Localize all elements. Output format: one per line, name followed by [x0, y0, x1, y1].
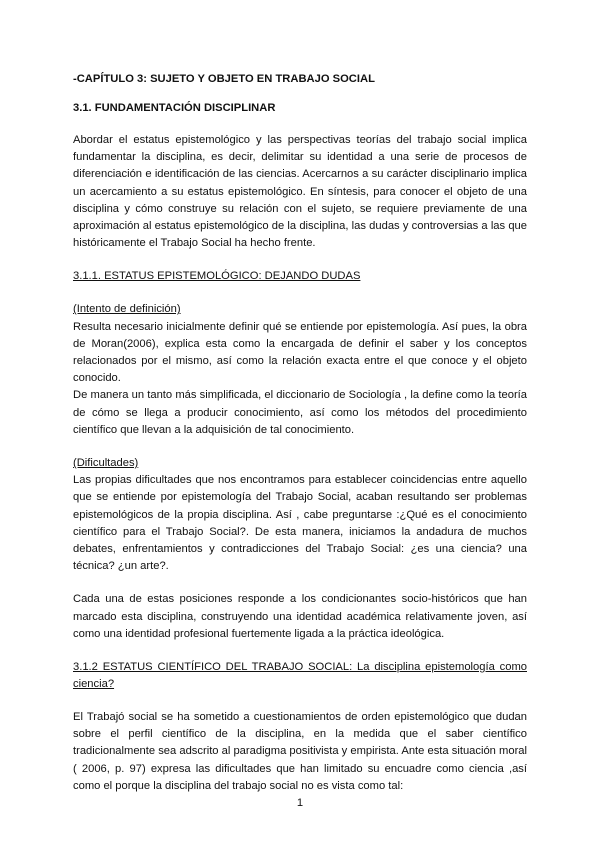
final-paragraph: El Trabajó social se ha sometido a cuestionamientos de orden epistemológico que dudan sobre el perfil científico de la disciplina, en la medida que el saber científico tradicionalmente sea adscrito al paradigma positivista y empirista. Ante esta situación moral ( 2006, p. 97) expresa las dificultades que han limitado su encuadre como ciencia ,así como el porque la disciplina del trabajo social no es vista como tal: [73, 711, 527, 792]
intro-paragraph: Abordar el estatus epistemológico y las perspectivas teorías del trabajo social implica fundamentar la disciplina, es decir, delimitar su identidad a una serie de procesos de diferenciación e identificación de las ciencias. Acercarnos a su carácter disciplinario implica un acercamiento a su estatus epistemológico. En síntesis, para conocer el objeto de una disciplina y cómo construye su relación con el sujeto, se requiere previamente de una aproximación al estatus epistemológico de la disciplina, las dudas y controversias a las que históricamente el Trabajo Social ha hecho frente. [73, 134, 527, 250]
section-title: 3.1. FUNDAMENTACIÓN DISCIPLINAR [73, 102, 276, 114]
definition-paragraph-2: De manera un tanto más simplificada, el diccionario de Sociología , la define como la teoría de cómo se llega a producir conocimiento, así como los métodos del procedimiento científico que llevan a la adquisición de tal conocimiento. [73, 389, 527, 436]
chapter-title: -CAPÍTULO 3: SUJETO Y OBJETO EN TRABAJO SOCIAL [73, 73, 375, 85]
label-difficulties: (Dificultades) [73, 457, 139, 470]
page-number: 1 [296, 797, 304, 809]
definition-paragraph-1: Resulta necesario inicialmente definir qué se entiende por epistemología. Así pues, la obra de Moran(2006), explica esta como la encargada de definir el saber y los conceptos relacionados por el mismo, así como la relación exacta entre el que conoce y el objeto conocido. [73, 320, 527, 385]
subsection-heading-2: 3.1.2 ESTATUS CIENTÍFICO DEL TRABAJO SOCIAL: La disciplina epistemología como ciencia? [73, 661, 527, 691]
positions-paragraph: Cada una de estas posiciones responde a los condicionantes socio-históricos que han marcado esta disciplina, construyendo una identidad académica relativamente joven, así como una identidad profesional fuertemente ligada a la práctica ideológica. [73, 593, 527, 640]
label-definition: (Intento de definición) [73, 303, 181, 316]
subsection-heading-1: 3.1.1. ESTATUS EPISTEMOLÓGICO: DEJANDO DUDAS [73, 270, 361, 283]
difficulties-paragraph: Las propias dificultades que nos encontramos para establecer coincidencias entre aquello que se entiende por epistemología del Trabajo Social, acaban resultando ser problemas epistemológicos de la propia disciplina. Así , cabe preguntarse :¿Qué es el conocimiento científico para el Trabajo Social?. De esta manera, iniciamos la andadura de muchos debates, enfrentamientos y contradicciones del Trabajo Social: ¿es una ciencia? una técnica? ¿un arte?. [73, 474, 527, 573]
